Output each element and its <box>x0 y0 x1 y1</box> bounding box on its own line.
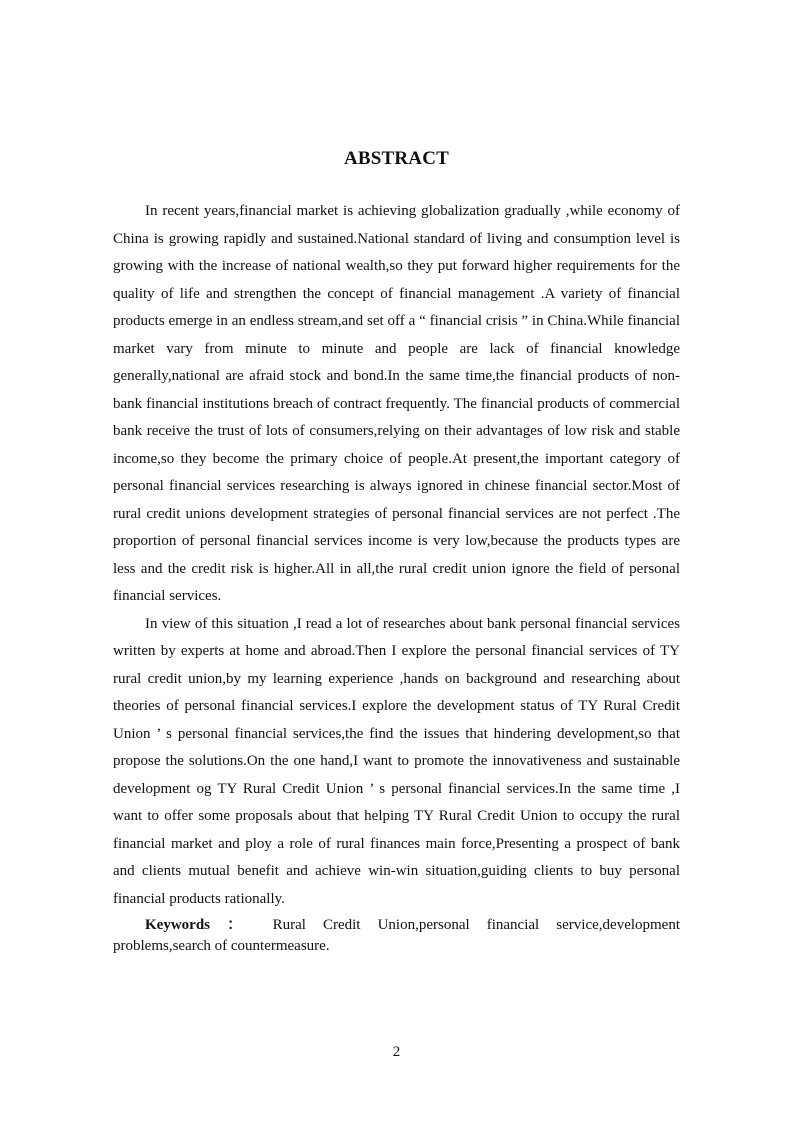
keywords-label: Keywords ： <box>145 917 256 933</box>
abstract-title: ABSTRACT <box>343 148 450 169</box>
abstract-body <box>113 198 680 957</box>
abstract-paragraph-1: In recent years,financial market is achieving globalization gradually ,while economy of China is growing rapidly and sustained.National standard of living and consumption level is growing with the increase of national wealth,so they put forward higher requirements for the quality of life and strengthen the concept of financial management .A variety of financial products emerge in an endless stream,and set off a “ financial crisis ” in China.While financial market vary from minute to minute and people are lack of financial knowledge generally,national are afraid stock and bond.In the same time,the financial products of non-bank financial institutions breach of contract frequently. The financial products of commercial bank receive the trust of lots of consumers,relying on their advantages of low risk and stable income,so they become the primary choice of people.At present,the important category of personal financial services researching is always ignored in chinese financial sector.Most of rural credit unions development strategies of personal financial services are not perfect .The proportion of personal financial services income is very low,because the products types are less and the credit risk is higher.All in all,the rural credit union ignore the field of personal financial services. <box>113 203 680 604</box>
keywords-text: Rural Credit Union,personal financial service,development problems,search of countermeasure. <box>113 917 681 954</box>
page-number: 2 <box>392 1044 401 1060</box>
abstract-paragraph-2: In view of this situation ,I read a lot of researches about bank personal financial services written by experts at home and abroad.Then I explore the personal financial services of TY rural credit union,by my learning experience ,hands on background and researching about theories of personal financial services.I explore the development status of TY Rural Credit Union ’ s personal financial services,the find the issues that hindering development,so that propose the solutions.On the one hand,I want to promote the innovativeness and sustainable development og TY Rural Credit Union ’ s personal financial services.In the same time ,I want to offer some proposals about that helping TY Rural Credit Union to occupy the rural financial market and ploy a role of rural finances main force,Presenting a prospect of bank and clients mutual benefit and achieve win-win situation,guiding clients to buy personal financial products rationally. <box>113 615 680 907</box>
keywords-section <box>113 915 680 957</box>
